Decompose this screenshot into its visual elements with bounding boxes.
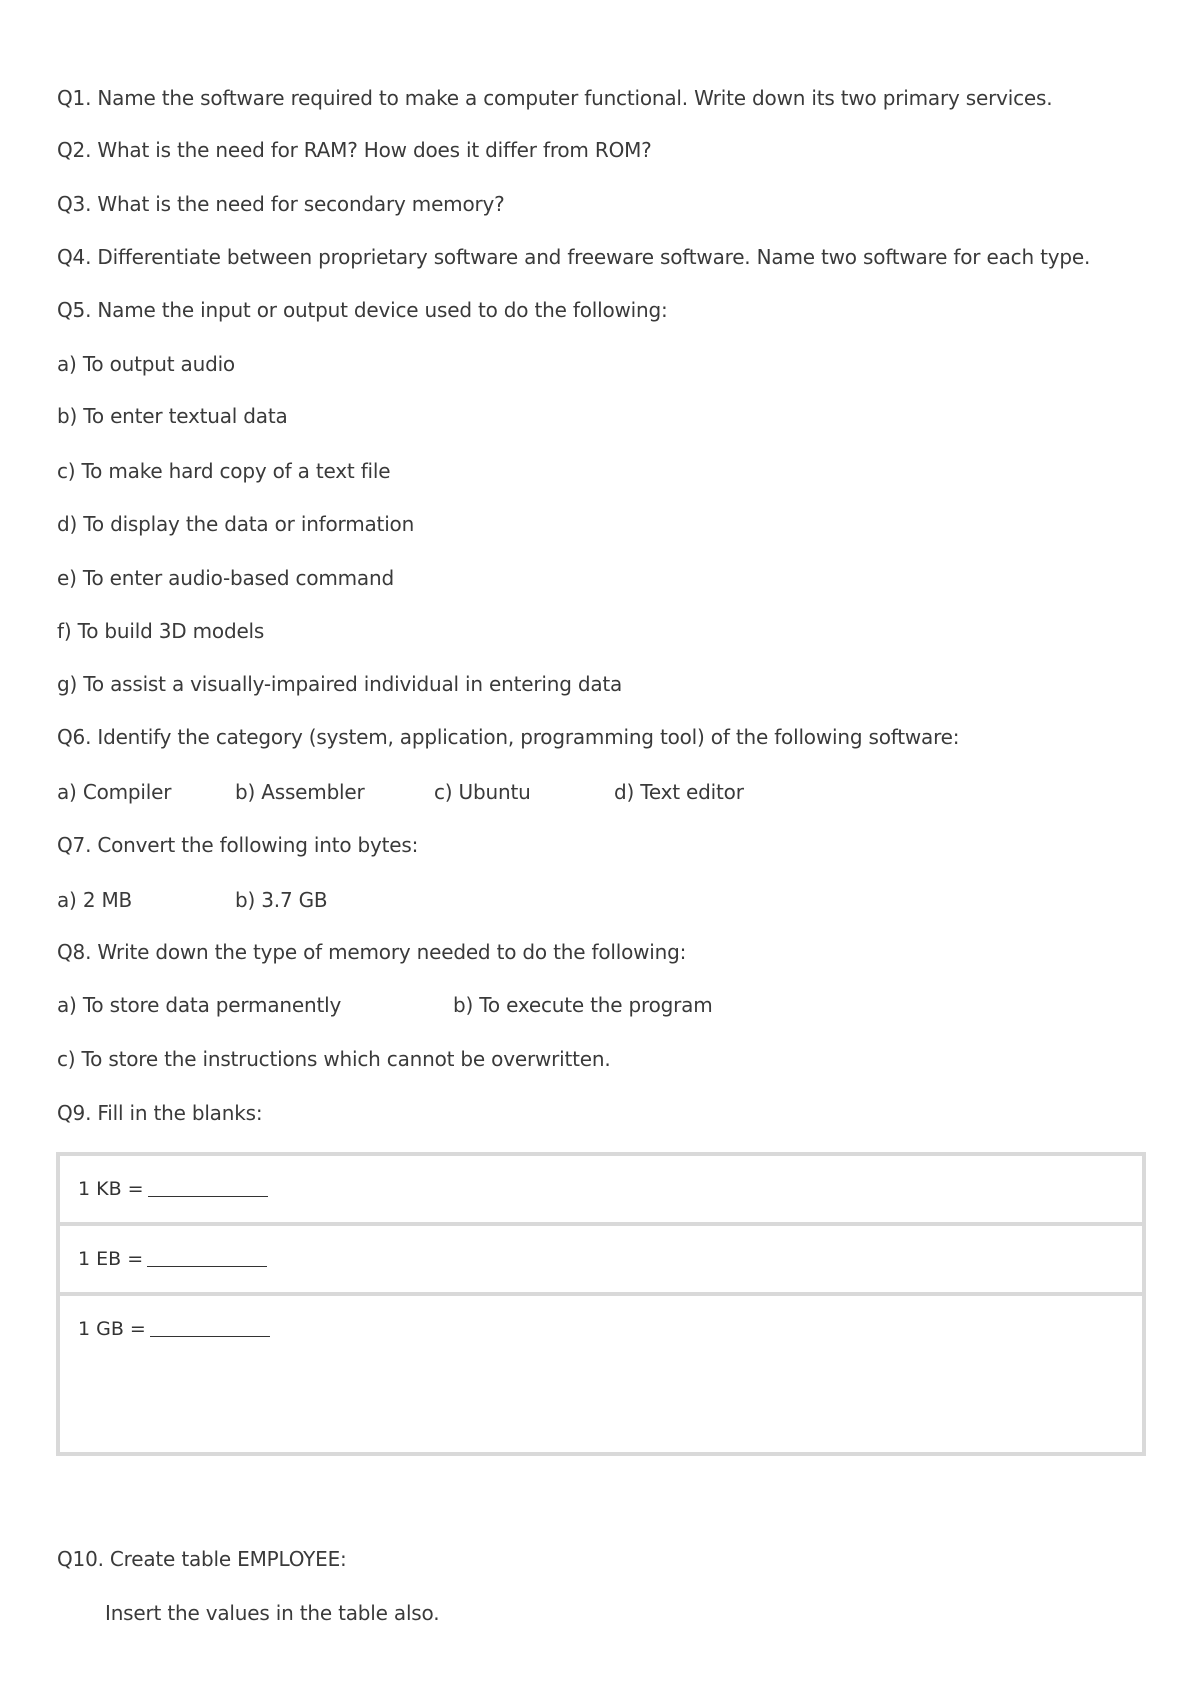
fill-in-blanks-box [56,1152,1146,1456]
question-7: Q7. Convert the following into bytes: [57,833,419,857]
q8-option-c: c) To store the instructions which cannot be overwritten. [57,1047,611,1071]
q5-option-f: f) To build 3D models [57,619,265,643]
q6-option-b: b) Assembler [235,780,365,804]
question-1: Q1. Name the software required to make a computer functional. Write down its two primary services. [57,86,1053,110]
blank-label: 1 KB = [78,1178,144,1200]
blank-line [148,1180,268,1197]
q5-option-d: d) To display the data or information [57,512,415,536]
blank-label: 1 GB = [78,1318,146,1340]
question-5: Q5. Name the input or output device used to do the following: [57,298,668,322]
q7-option-a: a) 2 MB [57,888,133,912]
q6-option-d: d) Text editor [614,780,744,804]
q6-option-a: a) Compiler [57,780,172,804]
q8-option-b: b) To execute the program [453,993,713,1017]
q7-option-b: b) 3.7 GB [235,888,328,912]
q5-option-g: g) To assist a visually-impaired individual in entering data [57,672,623,696]
question-6: Q6. Identify the category (system, application, programming tool) of the following software: [57,725,960,749]
question-10: Q10. Create table EMPLOYEE: [57,1547,347,1571]
question-4: Q4. Differentiate between proprietary software and freeware software. Name two software for each type. [57,245,1091,269]
question-10-subtext: Insert the values in the table also. [105,1601,440,1625]
q5-option-b: b) To enter textual data [57,404,288,428]
blank-row [60,1156,1142,1226]
question-9: Q9. Fill in the blanks: [57,1101,263,1125]
q8-option-a: a) To store data permanently [57,993,342,1017]
q6-option-c: c) Ubuntu [434,780,531,804]
blank-line [150,1320,270,1337]
question-2: Q2. What is the need for RAM? How does it differ from ROM? [57,138,652,162]
blank-item [78,1248,267,1270]
question-3: Q3. What is the need for secondary memory? [57,192,505,216]
q5-option-c: c) To make hard copy of a text file [57,459,391,483]
blank-line [147,1250,267,1267]
q5-option-a: a) To output audio [57,352,235,376]
blank-row [60,1296,1142,1366]
q5-option-e: e) To enter audio-based command [57,566,394,590]
blank-item [78,1318,270,1340]
question-8: Q8. Write down the type of memory needed to do the following: [57,940,687,964]
blank-label: 1 EB = [78,1248,144,1270]
blank-row [60,1226,1142,1296]
blank-item [78,1178,268,1200]
